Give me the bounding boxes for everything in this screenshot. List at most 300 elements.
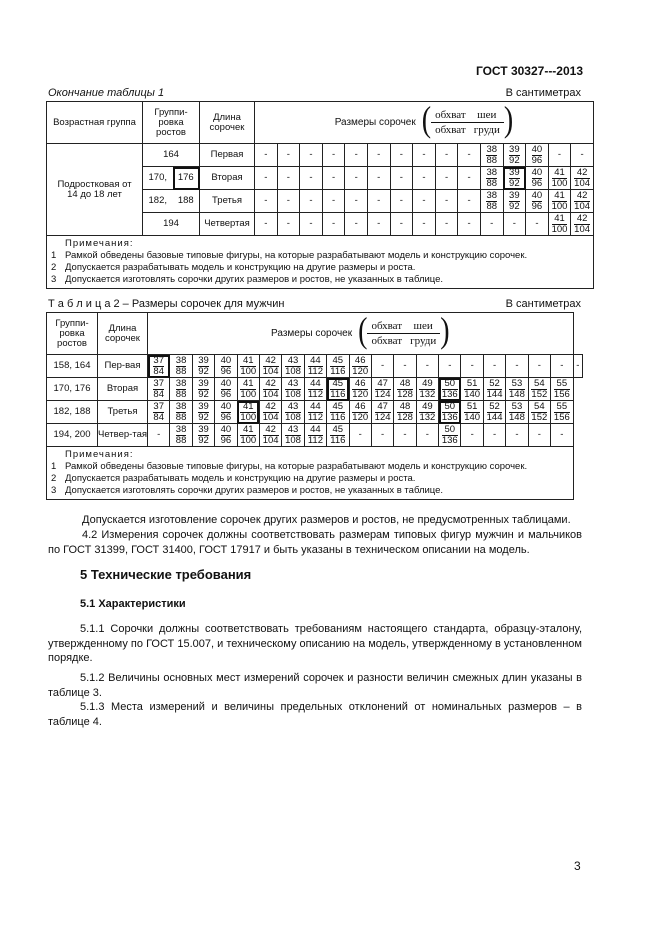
table-row: [47, 144, 594, 167]
neck-girth: 46: [352, 356, 368, 367]
neck-girth: 45: [330, 425, 345, 436]
size-fraction: [285, 402, 301, 423]
t2-formula: ( обхват шеи обхват груди ): [358, 310, 450, 352]
length-cell: Четвертая: [200, 213, 255, 236]
chest-girth: 88: [486, 154, 498, 166]
size-cell: -: [322, 167, 345, 190]
chest-girth: 128: [397, 411, 413, 423]
chest-girth: 96: [220, 388, 232, 400]
chest-girth: 84: [153, 411, 164, 423]
size-cell: [526, 190, 549, 213]
size-fraction: [153, 402, 164, 423]
length-cell: Пер-вая: [98, 355, 148, 378]
size-cell: [371, 401, 393, 424]
table1-unit: В сантиметрах: [505, 87, 581, 99]
note-item: [51, 485, 569, 497]
size-cell: -: [461, 424, 483, 447]
neck-girth: 48: [397, 379, 413, 390]
size-cell: [215, 378, 237, 401]
neck-girth: 53: [509, 379, 525, 390]
size-cell: [349, 401, 371, 424]
neck-girth: 53: [509, 402, 525, 413]
height-cell: 158, 164: [47, 355, 98, 378]
note-number: 1: [51, 461, 57, 472]
chest-girth: 92: [509, 200, 520, 212]
neck-girth: 41: [240, 402, 256, 413]
size-cell: [371, 378, 393, 401]
size-cell: [526, 144, 549, 167]
size-cell: -: [148, 424, 170, 447]
chest-girth: 100: [551, 177, 568, 189]
size-cell: -: [300, 213, 323, 236]
neck-girth: 40: [531, 143, 543, 155]
paragraph-1: Допускается изготовление сорочек других размеров и ростов, не предусмотренных таблицами.: [82, 514, 571, 526]
size-cell: [503, 144, 526, 167]
size-cell: [528, 401, 550, 424]
chest-girth: 96: [531, 200, 543, 212]
size-cell: [282, 424, 304, 447]
size-fraction: [509, 191, 520, 212]
size-cell: -: [571, 144, 594, 167]
neck-girth: 46: [352, 402, 368, 413]
size-fraction: [442, 379, 458, 400]
size-cell: [237, 401, 259, 424]
size-cell: -: [458, 190, 481, 213]
size-cell: -: [483, 424, 505, 447]
neck-girth: 39: [198, 377, 209, 389]
size-cell: [439, 401, 461, 424]
chest-girth: 104: [574, 200, 591, 212]
size-fraction: [240, 356, 256, 377]
size-cell: [259, 355, 281, 378]
neck-girth: 38: [486, 166, 498, 178]
neck-girth: 48: [397, 402, 413, 413]
size-cell: [327, 401, 349, 424]
size-fraction: [221, 402, 232, 423]
size-cell: [237, 424, 259, 447]
neck-girth: 44: [308, 356, 323, 367]
size-cell: [571, 167, 594, 190]
chest-girth: 144: [486, 411, 503, 423]
size-fraction: [330, 379, 345, 400]
size-fraction: [554, 402, 570, 423]
size-cell: -: [458, 167, 481, 190]
size-cell: -: [277, 144, 300, 167]
size-cell: [439, 424, 461, 447]
note-number: 1: [51, 250, 57, 261]
neck-girth: 44: [308, 379, 323, 390]
size-fraction: [532, 191, 543, 212]
neck-girth: 39: [509, 166, 520, 178]
chest-girth: 96: [220, 434, 232, 446]
size-cell: -: [413, 167, 436, 190]
size-cell: -: [413, 190, 436, 213]
t1-head-length: Длина сорочек: [200, 102, 255, 144]
size-fraction: [240, 402, 256, 423]
neck-girth: 45: [330, 402, 345, 413]
note-text: Рамкой обведены базовые типовые фигуры, на которые разрабатывают модель и конструкцию сорочек.: [65, 461, 528, 472]
chest-girth: 116: [330, 411, 346, 423]
size-cell: -: [551, 355, 574, 378]
paragraph-5-1-2: 5.1.2 Величины основных мест измерений сорочек и разности величин смежных длин указаны в таблице 3.: [48, 672, 582, 699]
note-item: [51, 461, 569, 473]
neck-girth: 39: [509, 143, 520, 155]
size-fraction: [221, 425, 232, 446]
standard-header: ГОСТ 30327---2013: [475, 64, 583, 78]
neck-girth: 52: [487, 379, 503, 390]
size-cell: -: [506, 424, 528, 447]
chest-girth: 92: [509, 177, 520, 189]
size-cell: -: [528, 355, 550, 378]
chest-girth: 116: [330, 388, 346, 400]
chest-girth: 156: [553, 388, 570, 400]
chest-girth: 88: [175, 365, 187, 377]
chest-girth: 120: [352, 411, 369, 423]
size-fraction: [375, 379, 391, 400]
chest-girth: 88: [486, 177, 498, 189]
size-fraction: [263, 425, 279, 446]
size-fraction: [486, 191, 497, 212]
size-cell: [483, 401, 505, 424]
size-cell: [551, 401, 574, 424]
paragraph-5-1-3: 5.1.3 Места измерений и величины предельных отклонений от номинальных размеров – в таблице 4.: [48, 701, 582, 728]
neck-girth: 40: [531, 166, 543, 178]
size-cell: [304, 424, 326, 447]
chest-girth: 88: [486, 200, 498, 212]
size-cell: [192, 401, 214, 424]
neck-girth: 54: [531, 379, 547, 390]
chest-girth: 100: [240, 388, 257, 400]
height-cell: 182,: [143, 190, 173, 213]
size-cell: [528, 378, 550, 401]
size-fraction: [330, 356, 345, 377]
size-cell: [282, 378, 304, 401]
size-cell: [304, 401, 326, 424]
table1-caption: Окончание таблицы 1: [48, 87, 165, 99]
size-fraction: [221, 379, 232, 400]
size-fraction: [532, 145, 543, 166]
size-cell: [304, 355, 326, 378]
size-cell: -: [367, 144, 390, 167]
size-fraction: [198, 379, 209, 400]
size-fraction: [330, 402, 345, 423]
size-fraction: [486, 168, 497, 189]
size-fraction: [240, 379, 256, 400]
note-item: [51, 262, 589, 274]
size-cell: [548, 190, 571, 213]
size-fraction: [554, 379, 570, 400]
chest-girth: 132: [419, 411, 436, 423]
neck-girth: 37: [153, 354, 164, 366]
paragraph-4-2: 4.2 Измерения сорочек должны соответствовать размерам типовых фигур мужчин и мальчиков по ГОСТ 31399, ГОСТ 31400, ГОСТ 17917 и быть указаны в техническом описании на модель.: [48, 529, 582, 556]
size-cell: -: [461, 355, 483, 378]
chest-girth: 84: [153, 365, 164, 377]
chest-girth: 104: [574, 223, 591, 235]
size-fraction: [487, 379, 503, 400]
neck-girth: 40: [531, 189, 543, 201]
neck-girth: 38: [175, 400, 187, 412]
size-cell: [506, 378, 528, 401]
size-cell: [259, 378, 281, 401]
neck-girth: 38: [486, 189, 498, 201]
size-fraction: [552, 168, 568, 189]
height-cell: 164: [143, 144, 200, 167]
neck-girth: 43: [285, 425, 301, 436]
neck-girth: 50: [442, 425, 458, 436]
chest-girth: 124: [374, 388, 391, 400]
chest-girth: 84: [153, 388, 164, 400]
table-row: [47, 424, 583, 447]
chest-girth: 116: [330, 434, 346, 446]
chest-girth: 136: [441, 434, 458, 446]
size-fraction: [552, 191, 568, 212]
size-fraction: [198, 356, 209, 377]
neck-girth: 38: [175, 423, 187, 435]
chest-girth: 92: [198, 434, 209, 446]
size-cell: -: [300, 144, 323, 167]
size-cell: [148, 355, 170, 378]
size-cell: -: [367, 213, 390, 236]
size-cell: [170, 401, 192, 424]
neck-girth: 41: [240, 425, 256, 436]
t1-head-age: Возрастная группа: [47, 102, 143, 144]
size-cell: -: [483, 355, 505, 378]
neck-girth: 39: [198, 400, 209, 412]
t1-head-sizes: [255, 99, 594, 144]
neck-girth: 42: [263, 379, 279, 390]
t2-head-sizes: [148, 310, 574, 355]
chest-girth: 148: [509, 388, 525, 400]
size-cell: -: [345, 167, 368, 190]
note-number: 2: [51, 262, 57, 273]
height-cell: 170, 176: [47, 378, 98, 401]
size-fraction: [153, 356, 164, 377]
length-cell: Вторая: [98, 378, 148, 401]
size-cell: -: [458, 213, 481, 236]
chest-girth: 96: [531, 177, 543, 189]
size-cell: -: [390, 167, 413, 190]
size-cell: -: [458, 144, 481, 167]
chest-girth: 104: [574, 177, 591, 189]
note-number: 3: [51, 274, 57, 285]
table-row: [47, 401, 583, 424]
size-cell: -: [435, 144, 458, 167]
size-cell: -: [528, 424, 550, 447]
chest-girth: 92: [198, 388, 209, 400]
length-cell: Третья: [98, 401, 148, 424]
size-cell: [349, 378, 371, 401]
size-fraction: [176, 425, 187, 446]
neck-girth: 54: [531, 402, 547, 413]
size-cell: [215, 401, 237, 424]
chest-girth: 108: [285, 434, 301, 446]
size-cell: [237, 378, 259, 401]
size-cell: [394, 401, 416, 424]
size-cell: -: [506, 355, 528, 378]
chest-girth: 88: [175, 434, 187, 446]
size-fraction: [330, 425, 345, 446]
size-fraction: [509, 402, 525, 423]
neck-girth: 42: [263, 402, 279, 413]
height-cell: 182, 188: [47, 401, 98, 424]
size-cell: [416, 401, 438, 424]
size-fraction: [509, 379, 525, 400]
size-cell: [304, 378, 326, 401]
size-cell: -: [394, 355, 416, 378]
length-cell: Третья: [200, 190, 255, 213]
height-cell-2: 188: [173, 190, 200, 213]
chest-girth: 92: [198, 365, 209, 377]
size-fraction: [176, 356, 187, 377]
chest-girth: 128: [397, 388, 413, 400]
section-5-1-heading: 5.1 Характеристики: [80, 598, 186, 610]
note-item: [51, 473, 569, 485]
size-fraction: [352, 379, 368, 400]
height-cell: 194, 200: [47, 424, 98, 447]
chest-girth: 112: [307, 434, 323, 446]
size-fraction: [375, 402, 391, 423]
chest-girth: 104: [262, 434, 279, 446]
neck-girth: 41: [552, 214, 568, 225]
size-cell: -: [255, 167, 278, 190]
size-cell: [282, 401, 304, 424]
section-5-heading: 5 Технические требования: [80, 567, 252, 582]
size-cell: -: [416, 355, 438, 378]
height-cell: 170,: [143, 167, 173, 190]
size-fraction: [509, 168, 520, 189]
size-fraction: [153, 379, 164, 400]
neck-girth: 39: [198, 423, 209, 435]
size-cell: [480, 167, 503, 190]
size-fraction: [397, 379, 413, 400]
chest-girth: 92: [509, 154, 520, 166]
paragraph-5-1-1: 5.1.1 Сорочки должны соответствовать требованиям настоящего стандарта, образцу-эталону, утвержденному по ГОСТ 15.007, и техническому описанию на модель, утвержденному в установленном порядке.: [48, 623, 582, 664]
neck-girth: 43: [285, 402, 301, 413]
size-cell: -: [480, 213, 503, 236]
chest-girth: 96: [220, 365, 232, 377]
chest-girth: 136: [441, 411, 458, 423]
size-fraction: [352, 356, 368, 377]
chest-girth: 100: [240, 411, 257, 423]
size-fraction: [574, 191, 590, 212]
chest-girth: 140: [464, 411, 481, 423]
note-text: Рамкой обведены базовые типовые фигуры, на которые разрабатывают модель и конструкцию сорочек.: [65, 250, 528, 261]
size-fraction: [419, 379, 435, 400]
chest-girth: 108: [285, 388, 301, 400]
chest-girth: 104: [262, 388, 279, 400]
neck-girth: 41: [552, 191, 568, 202]
note-item: [51, 250, 589, 262]
chest-girth: 96: [220, 411, 232, 423]
size-cell: [503, 190, 526, 213]
size-cell: [327, 378, 349, 401]
size-fraction: [464, 402, 480, 423]
neck-girth: 43: [285, 379, 301, 390]
neck-girth: 45: [330, 356, 345, 367]
chest-girth: 100: [240, 434, 257, 446]
size-fraction: [285, 379, 301, 400]
neck-girth: 40: [220, 377, 232, 389]
size-cell: [506, 401, 528, 424]
size-fraction: [442, 402, 458, 423]
neck-girth: 42: [574, 168, 590, 179]
size-fraction: [263, 379, 279, 400]
size-fraction: [442, 425, 458, 446]
neck-girth: 41: [240, 379, 256, 390]
size-cell: [259, 401, 281, 424]
size-cell: -: [394, 424, 416, 447]
size-fraction: [532, 168, 543, 189]
size-fraction: [176, 379, 187, 400]
t2-head-length: Длина сорочек: [98, 313, 148, 355]
neck-girth: 40: [220, 423, 232, 435]
size-fraction: [308, 402, 323, 423]
length-cell: Первая: [200, 144, 255, 167]
neck-girth: 39: [509, 189, 520, 201]
t1-notes: Примечания: 1 Рамкой обведены базовые типовые фигуры, на которые разрабатывают модель и конструкцию сорочек. 2 Допускается разрабатывать модель и конструкцию на другие размеры и роста. 3 Допускается изготовлять сорочки других размеров и ростов, не указанных в таблице.: [47, 236, 594, 289]
neck-girth: 49: [419, 379, 435, 390]
neck-girth: 50: [442, 402, 458, 413]
size-cell: [571, 213, 594, 236]
size-fraction: [531, 379, 547, 400]
t1-head-height: Группи-ровка ростов: [143, 102, 200, 144]
size-cell: -: [345, 190, 368, 213]
size-cell: -: [548, 144, 571, 167]
chest-girth: 156: [553, 411, 570, 423]
size-fraction: [531, 402, 547, 423]
size-cell: [192, 355, 214, 378]
chest-girth: 112: [307, 365, 323, 377]
size-cell: [282, 355, 304, 378]
size-cell: [215, 355, 237, 378]
chest-girth: 124: [374, 411, 391, 423]
table2: [46, 312, 583, 500]
size-cell: [480, 190, 503, 213]
size-cell: [237, 355, 259, 378]
size-cell: -: [371, 355, 393, 378]
size-cell: [461, 378, 483, 401]
neck-girth: 38: [175, 354, 187, 366]
size-cell: [327, 355, 349, 378]
size-cell: -: [322, 213, 345, 236]
neck-girth: 42: [574, 191, 590, 202]
size-fraction: [574, 214, 590, 235]
neck-girth: 42: [574, 214, 590, 225]
size-cell: -: [390, 144, 413, 167]
size-cell: [394, 378, 416, 401]
size-fraction: [419, 402, 435, 423]
size-cell: [503, 167, 526, 190]
note-text: Допускается изготовлять сорочки других размеров и ростов, не указанных в таблице.: [65, 485, 444, 496]
size-cell: [416, 378, 438, 401]
size-fraction: [397, 402, 413, 423]
size-cell: -: [503, 213, 526, 236]
size-fraction: [263, 402, 279, 423]
chest-girth: 108: [285, 411, 301, 423]
neck-girth: 44: [308, 425, 323, 436]
size-fraction: [308, 425, 323, 446]
neck-girth: 50: [442, 379, 458, 390]
size-cell: -: [277, 167, 300, 190]
chest-girth: 112: [307, 411, 323, 423]
chest-girth: 140: [464, 388, 481, 400]
neck-girth: 49: [419, 402, 435, 413]
chest-girth: 104: [262, 411, 279, 423]
table-row: [47, 355, 583, 378]
size-cell: -: [255, 213, 278, 236]
height-cell-2: 176: [173, 167, 200, 190]
neck-girth: 37: [153, 400, 164, 412]
